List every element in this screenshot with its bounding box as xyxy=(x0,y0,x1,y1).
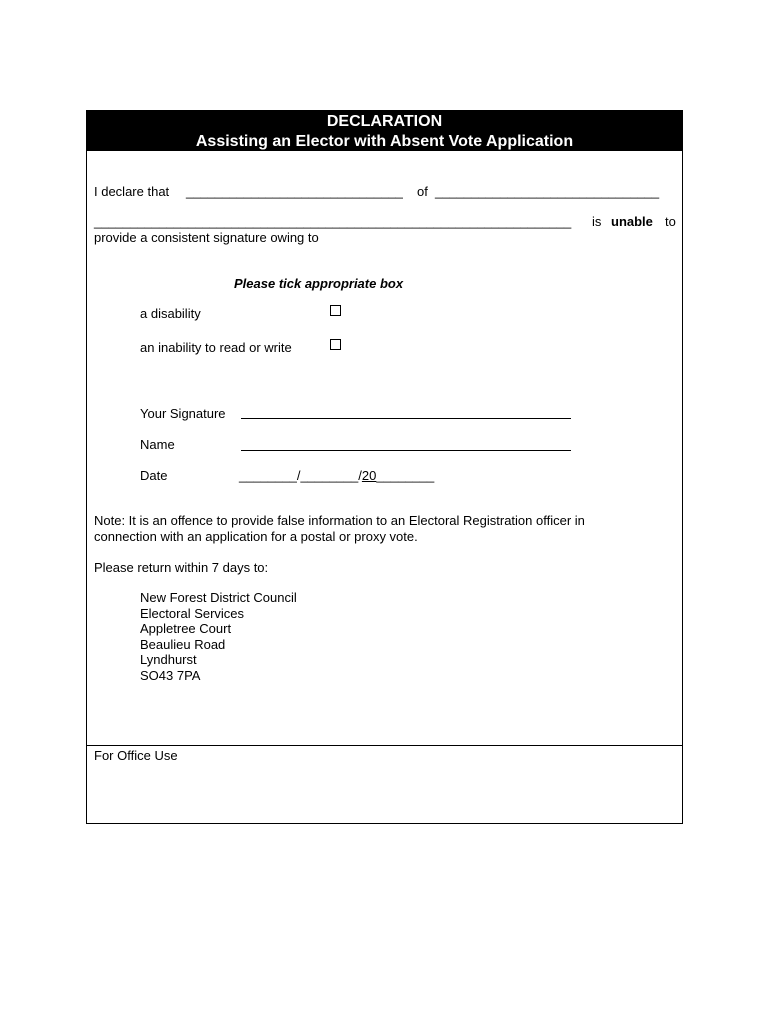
tick-instruction: Please tick appropriate box xyxy=(234,276,404,291)
address-line: Beaulieu Road xyxy=(140,636,226,652)
signature-reason-text: provide a consistent signature owing to xyxy=(94,230,319,245)
declaration-form xyxy=(86,110,683,824)
return-instruction: Please return within 7 days to: xyxy=(94,560,269,575)
declare-that-label: I declare that xyxy=(94,184,170,199)
form-title: DECLARATION xyxy=(326,113,443,130)
disability-checkbox[interactable] xyxy=(330,305,341,316)
date-year-blank: ________ xyxy=(376,468,435,483)
form-header xyxy=(87,111,682,151)
option-inability-label: an inability to read or write xyxy=(140,340,292,355)
to-label: to xyxy=(665,214,676,229)
note-line-2: connection with an application for a postal or proxy vote. xyxy=(94,529,418,544)
office-use-label: For Office Use xyxy=(94,748,178,763)
is-label: is xyxy=(592,214,602,229)
address-line: SO43 7PA xyxy=(140,667,201,683)
elector-address-blank[interactable]: _______________________________ xyxy=(435,184,660,199)
signature-field[interactable] xyxy=(241,418,571,419)
office-use-divider xyxy=(87,745,682,746)
unable-label: unable xyxy=(611,214,653,229)
name-field[interactable] xyxy=(241,450,571,451)
inability-checkbox[interactable] xyxy=(330,339,341,350)
signature-label: Your Signature xyxy=(140,406,226,421)
option-disability-label: a disability xyxy=(140,306,201,321)
name-label: Name xyxy=(140,437,175,452)
elector-name-blank[interactable]: ______________________________ xyxy=(186,184,403,199)
address-line: New Forest District Council xyxy=(140,590,297,605)
date-day-month-blanks: ________/________/ xyxy=(239,468,362,483)
return-address xyxy=(140,590,297,683)
address-line: Appletree Court xyxy=(140,621,232,636)
form-subtitle: Assisting an Elector with Absent Vote Application xyxy=(195,133,574,150)
note-line-1: Note: It is an offence to provide false information to an Electoral Registration officer in xyxy=(94,513,585,528)
date-label: Date xyxy=(140,468,168,483)
address-line: Lyndhurst xyxy=(140,652,197,667)
of-label: of xyxy=(417,184,428,199)
date-field[interactable] xyxy=(239,468,434,483)
address-line: Electoral Services xyxy=(140,605,245,621)
date-year-prefix: 20 xyxy=(361,468,377,483)
elector-address-continued-blank[interactable]: __________________________________________________________________ xyxy=(94,214,572,229)
